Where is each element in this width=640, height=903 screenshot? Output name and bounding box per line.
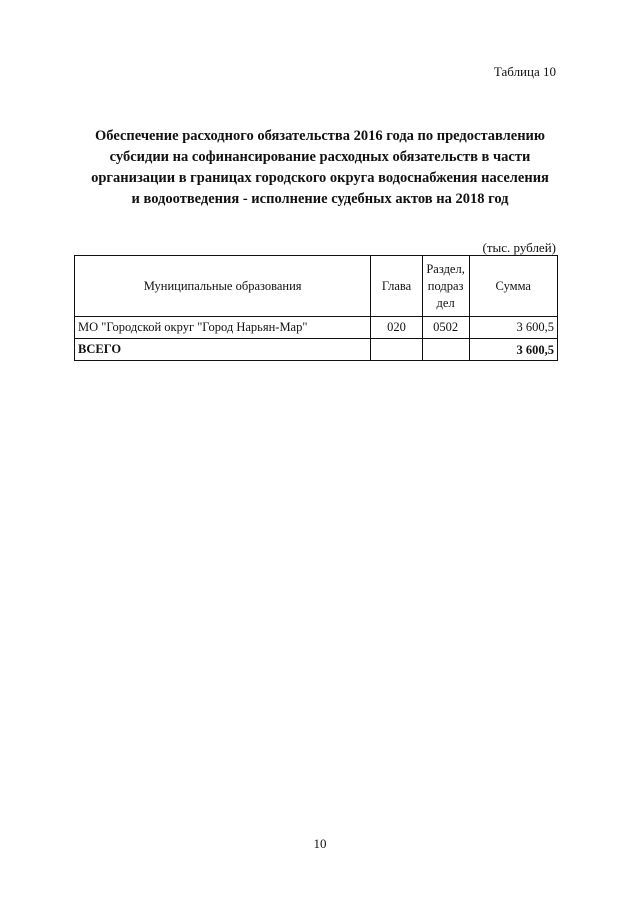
header-section: [422, 256, 469, 317]
header-amount: Сумма: [469, 256, 558, 317]
cell-amount: 3 600,5: [469, 317, 558, 339]
page-number: 10: [313, 836, 327, 851]
total-amount: 3 600,5: [469, 339, 558, 361]
header-chapter: Глава: [371, 256, 422, 317]
title-line: организации в границах городского округа водоснабжения населения: [91, 170, 549, 186]
table-header-row: [75, 256, 558, 317]
table-number: Таблица 10: [493, 64, 556, 79]
units-label: (тыс. рублей): [482, 240, 556, 255]
header-section-line: подраз: [427, 278, 464, 293]
title-line: и водоотведения - исполнение судебных актов на 2018 год: [131, 191, 509, 207]
cell-section: 0502: [422, 317, 469, 339]
total-row: [75, 339, 558, 361]
title-line: Обеспечение расходного обязательства 2016 года по предоставлению: [95, 128, 545, 144]
total-section: [422, 339, 469, 361]
header-municipality: Муниципальные образования: [75, 256, 371, 317]
title-line: субсидии на софинансирование расходных обязательств в части: [109, 149, 531, 165]
header-section-line: дел: [436, 295, 455, 310]
total-label: ВСЕГО: [75, 339, 371, 361]
header-section-line: Раздел,: [426, 261, 465, 276]
cell-chapter: 020: [371, 317, 422, 339]
document-title: [70, 126, 570, 210]
allocation-table: [74, 255, 558, 361]
table-row: [75, 317, 558, 339]
total-chapter: [371, 339, 422, 361]
cell-municipality: МО "Городской округ "Город Нарьян-Мар": [75, 317, 371, 339]
